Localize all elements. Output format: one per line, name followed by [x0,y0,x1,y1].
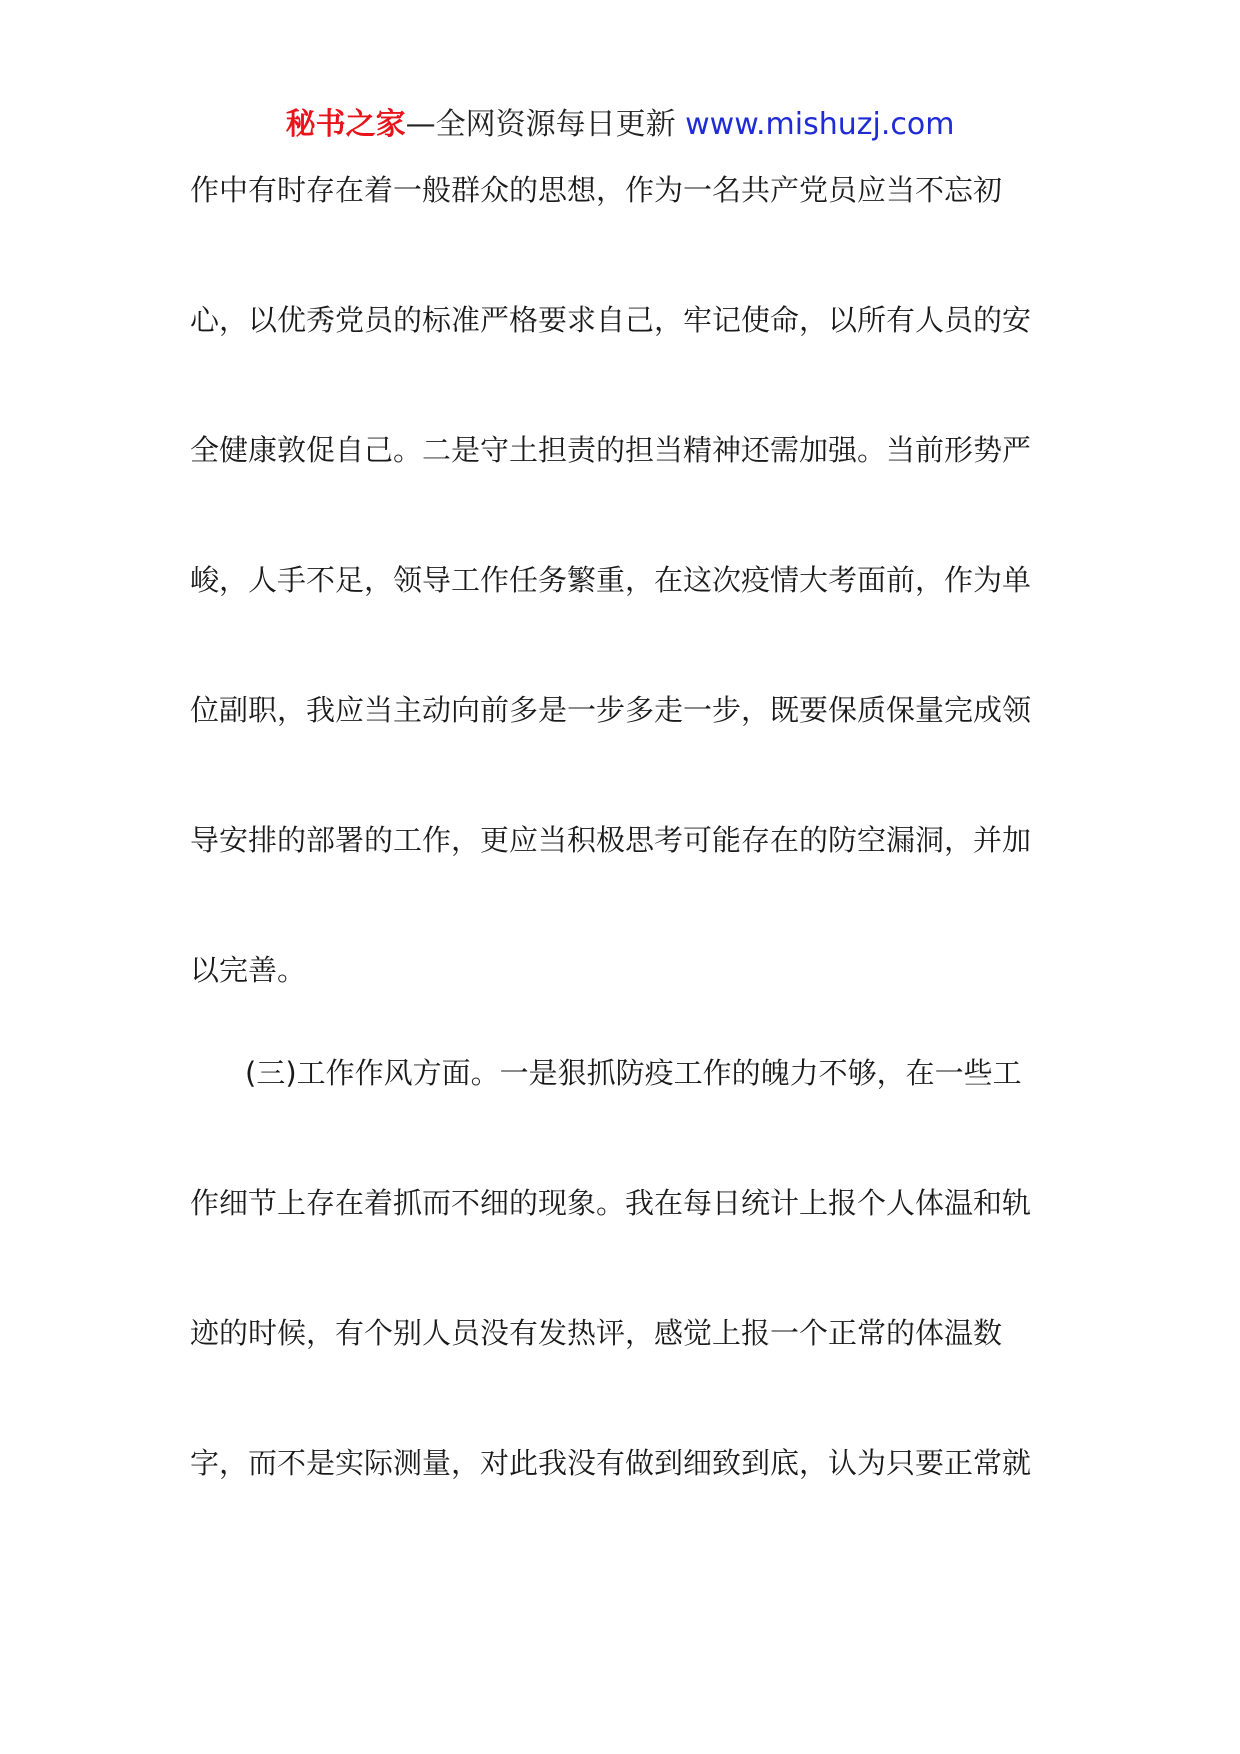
paragraph-line: 以完善。 [190,953,307,987]
site-header [0,100,1240,150]
paragraph-line: 导安排的部署的工作，更应当积极思考可能存在的防空漏洞，并加 [190,823,1032,857]
paragraph-line: 全健康敦促自己。二是守土担责的担当精神还需加强。当前形势严 [190,433,1032,467]
site-url-link[interactable]: www.mishuzj.com [685,107,955,142]
paragraph-line: 迹的时候，有个别人员没有发热评，感觉上报一个正常的体温数 [190,1316,1003,1350]
paragraph-line: 峻，人手不足，领导工作任务繁重，在这次疫情大考面前，作为单 [190,563,1032,597]
section-heading-line: (三)工作作风方面。一是狠抓防疫工作的魄力不够，在一些工 [245,1056,1022,1090]
paragraph-line: 字，而不是实际测量，对此我没有做到细致到底，认为只要正常就 [190,1446,1032,1480]
paragraph-line: 位副职，我应当主动向前多是一步多走一步，既要保质保量完成领 [190,693,1032,727]
paragraph-line: 心，以优秀党员的标准严格要求自己，牢记使命，以所有人员的安 [190,303,1032,337]
site-tagline: —全网资源每日更新 [405,107,686,142]
paragraph-line: 作细节上存在着抓而不细的现象。我在每日统计上报个人体温和轨 [190,1186,1032,1220]
paragraph-line: 作中有时存在着一般群众的思想，作为一名共产党员应当不忘初 [190,173,1003,207]
site-brand: 秘书之家 [285,107,406,142]
